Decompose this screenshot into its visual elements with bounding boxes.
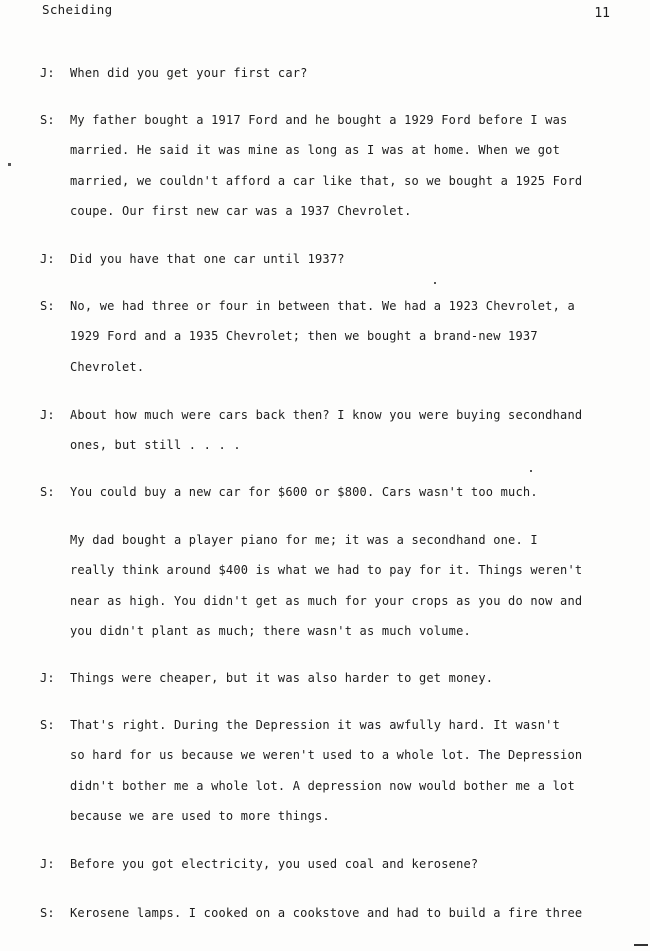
- transcript-line: Kerosene lamps. I cooked on a cookstove and had to build a fire three: [70, 906, 583, 920]
- transcript-line: Did you have that one car until 1937?: [70, 252, 345, 266]
- scan-speck: [530, 470, 532, 472]
- transcript-line: Things were cheaper, but it was also harder to get money.: [70, 671, 494, 685]
- transcript-line: married, we couldn't afford a car like that, so we bought a 1925 Ford: [70, 173, 583, 188]
- speaker-label: S:: [40, 906, 55, 920]
- transcript-line: That's right. During the Depression it was awfully hard. It wasn't: [70, 718, 561, 732]
- transcript-line: near as high. You didn't get as much for your crops as you do now and: [70, 593, 583, 608]
- transcript-line: really think around $400 is what we had to pay for it. Things weren't: [70, 563, 583, 578]
- transcript-line: Chevrolet.: [70, 359, 145, 374]
- transcript-line: My dad bought a player piano for me; it was a secondhand one. I: [70, 533, 538, 547]
- transcript-line: coupe. Our first new car was a 1937 Chevrolet.: [70, 204, 412, 219]
- speaker-label: J:: [40, 671, 55, 685]
- speaker-label: J:: [40, 252, 55, 266]
- speaker-label: S:: [40, 485, 55, 499]
- transcript-line: About how much were cars back then? I know you were buying secondhand: [70, 408, 583, 422]
- speaker-label: J:: [40, 857, 55, 871]
- transcript-line: because we are used to more things.: [70, 809, 330, 824]
- transcript-line: You could buy a new car for $600 or $800. Cars wasn't too much.: [70, 485, 538, 499]
- transcript-line: so hard for us because we weren't used to a whole lot. The Depression: [70, 748, 583, 763]
- speaker-label: J:: [40, 66, 55, 80]
- transcript-line: married. He said it was mine as long as I was at home. When we got: [70, 143, 561, 158]
- transcript-line: My father bought a 1917 Ford and he bought a 1929 Ford before I was: [70, 113, 568, 127]
- scan-speck: [434, 282, 436, 284]
- header-name: Scheiding: [42, 2, 113, 17]
- transcript-line: 1929 Ford and a 1935 Chevrolet; then we bought a brand-new 1937: [70, 329, 538, 344]
- transcript-line: ones, but still . . . .: [70, 438, 241, 453]
- speaker-label: S:: [40, 113, 55, 127]
- speaker-label: J:: [40, 408, 55, 422]
- speaker-label: S:: [40, 299, 55, 313]
- transcript-line: When did you get your first car?: [70, 66, 308, 80]
- transcript-line: didn't bother me a whole lot. A depression now would bother me a lot: [70, 778, 575, 793]
- transcript-line: Before you got electricity, you used coal and kerosene?: [70, 857, 479, 871]
- scan-speck: [8, 163, 11, 166]
- speaker-label: S:: [40, 718, 55, 732]
- transcript-line: No, we had three or four in between that. We had a 1923 Chevrolet, a: [70, 299, 575, 313]
- page-number: 11: [594, 6, 610, 21]
- scan-edge-mark: [634, 944, 648, 946]
- transcript-line: you didn't plant as much; there wasn't as much volume.: [70, 624, 471, 639]
